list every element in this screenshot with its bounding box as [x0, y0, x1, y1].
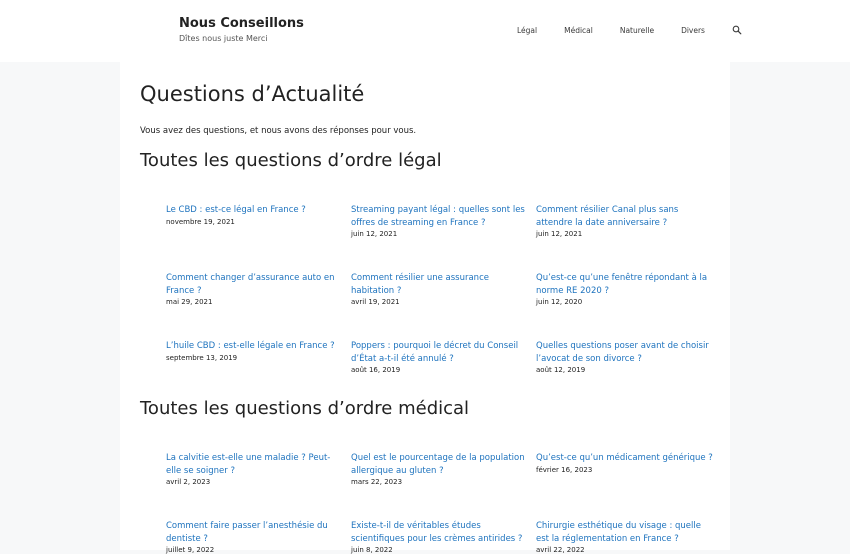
article-card: [536, 520, 714, 554]
section-title-medical: Toutes les questions d’ordre médical: [140, 398, 470, 419]
article-card: [536, 452, 714, 474]
site-tagline: Dîtes nous juste Merci: [179, 34, 268, 43]
article-card: [166, 340, 344, 362]
article-card: [166, 272, 344, 306]
article-link[interactable]: Comment faire passer l’anesthésie du dentiste ?: [166, 521, 328, 544]
article-card: [351, 452, 529, 486]
article-card: [351, 204, 529, 238]
nav-item-naturelle[interactable]: Naturelle: [619, 26, 655, 35]
article-date: août 12, 2019: [536, 366, 586, 374]
article-link[interactable]: Le CBD : est-ce légal en France ?: [166, 205, 306, 215]
article-link[interactable]: Comment résilier Canal plus sans attendre la date anniversaire ?: [536, 205, 679, 228]
site-title[interactable]: Nous Conseillons: [179, 16, 304, 31]
article-date: avril 22, 2022: [536, 546, 585, 554]
article-card: [536, 340, 714, 374]
article-link[interactable]: Quelles questions poser avant de choisir l’avocat de son divorce ?: [536, 341, 709, 364]
article-card: [536, 204, 714, 238]
nav-item-divers[interactable]: Divers: [681, 26, 705, 35]
article-card: [351, 272, 529, 306]
site-header: [0, 0, 850, 62]
article-link[interactable]: Qu’est-ce qu’une fenêtre répondant à la norme RE 2020 ?: [536, 273, 708, 296]
main-nav: [517, 26, 742, 35]
main-content: [120, 62, 730, 554]
section-title-legal: Toutes les questions d’ordre légal: [140, 150, 442, 171]
article-card: [166, 520, 344, 554]
nav-item-medical[interactable]: Médical: [564, 26, 593, 35]
page-title: Questions d’Actualité: [140, 82, 365, 106]
article-card: [351, 340, 529, 374]
article-card: [536, 272, 714, 306]
article-date: février 16, 2023: [536, 465, 593, 474]
article-date: juillet 9, 2022: [166, 546, 215, 554]
article-link[interactable]: Streaming payant légal : quelles sont les offres de streaming en France ?: [351, 205, 525, 228]
article-date: juin 12, 2021: [536, 230, 583, 238]
article-link[interactable]: Comment résilier une assurance habitation ?: [351, 273, 489, 296]
intro-text: Vous avez des questions, et nous avons des réponses pour vous.: [140, 126, 417, 136]
article-date: novembre 19, 2021: [166, 217, 235, 226]
article-date: septembre 13, 2019: [166, 353, 238, 362]
article-link[interactable]: L’huile CBD : est-elle légale en France ?: [166, 341, 335, 351]
article-link[interactable]: Poppers : pourquoi le décret du Conseil d’État a-t-il été annulé ?: [351, 341, 519, 364]
article-date: mai 29, 2021: [166, 298, 213, 306]
article-link[interactable]: Chirurgie esthétique du visage : quelle est la réglementation en France ?: [536, 521, 701, 544]
article-date: mars 22, 2023: [351, 478, 403, 486]
article-date: avril 19, 2021: [351, 298, 400, 306]
article-link[interactable]: Quel est le pourcentage de la population allergique au gluten ?: [351, 453, 525, 476]
article-link[interactable]: Existe-t-il de véritables études scientifiques pour les crèmes antirides ?: [351, 521, 523, 544]
article-date: juin 8, 2022: [351, 546, 393, 554]
article-date: juin 12, 2020: [536, 298, 583, 306]
article-date: août 16, 2019: [351, 366, 401, 374]
article-date: juin 12, 2021: [351, 230, 398, 238]
article-link[interactable]: Comment changer d’assurance auto en France ?: [166, 273, 335, 296]
article-link[interactable]: Qu’est-ce qu’un médicament générique ?: [536, 453, 713, 463]
article-link[interactable]: La calvitie est-elle une maladie ? Peut-elle se soigner ?: [166, 453, 331, 476]
article-card: [166, 204, 344, 226]
article-card: [351, 520, 529, 554]
article-date: avril 2, 2023: [166, 478, 211, 486]
nav-item-legal[interactable]: Légal: [517, 26, 538, 35]
article-card: [166, 452, 344, 486]
search-icon[interactable]: [732, 25, 742, 35]
